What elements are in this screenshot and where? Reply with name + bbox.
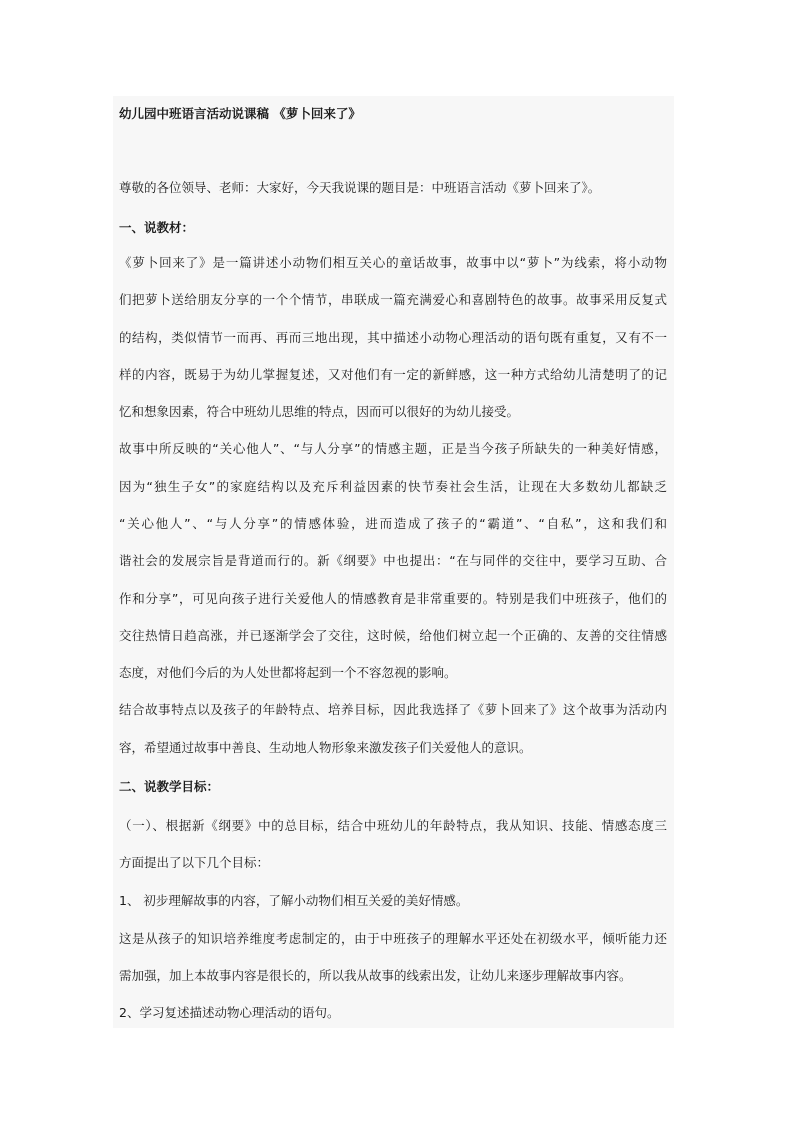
paragraph-line: 《萝卜回来了》是一篇讲述小动物们相互关心的童话故事，故事中以“萝卜”为线索，将小动物 — [119, 255, 667, 270]
paragraph-line: 作和分享”，可见向孩子进行关爱他人的情感教育是非常重要的。特别是我们中班孩子，他们的 — [119, 591, 667, 606]
paragraph-line: （一）、根据新《纲要》中的总目标，结合中班幼儿的年龄特点，我从知识、技能、情感态度三 — [119, 818, 667, 833]
paragraph-line: 因为“独生子女”的家庭结构以及充斥利益因素的快节奏社会生活，让现在大多数幼儿都缺乏 — [119, 479, 667, 494]
paragraph-line: 样的内容，既易于为幼儿掌握复述，又对他们有一定的新鲜感，这一种方式给幼儿清楚明了的记 — [119, 367, 667, 382]
paragraph-line: 容，希望通过故事中善良、生动地人物形象来激发孩子们关爱他人的意识。 — [119, 740, 532, 755]
goal-item-2: 2、学习复述描述动物心理活动的语句。 — [119, 1005, 340, 1020]
paragraph-line: “关心他人”、“与人分享”的情感体验，进而造成了孩子的“霸道”、“自私”，这和我们和 — [119, 516, 667, 531]
goal-item-1: 1、 初步理解故事的内容，了解小动物们相互关爱的美好情感。 — [119, 893, 469, 908]
paragraph-line: 故事中所反映的“关心他人”、“与人分享”的情感主题，正是当今孩子所缺失的一种美好情感， — [119, 441, 667, 456]
paragraph-line: 谐社会的发展宗旨是背道而行的。新《纲要》中也提出：“在与同伴的交往中，要学习互助、合 — [119, 553, 667, 568]
document-title: 幼儿园中班语言活动说课稿 《萝卜回来了》 — [119, 106, 361, 121]
paragraph-line: 这是从孩子的知识培养维度考虑制定的，由于中班孩子的理解水平还处在初级水平，倾听能力还 — [119, 931, 667, 946]
paragraph-line: 的结构，类似情节一而再、再而三地出现，其中描述小动物心理活动的语句既有重复，又有不一 — [119, 330, 667, 345]
paragraph-line: 需加强，加上本故事内容是很长的，所以我从故事的线索出发，让幼儿来逐步理解故事内容。 — [119, 968, 632, 983]
paragraph-line: 态度，对他们今后的为人处世都将起到一个不容忽视的影响。 — [119, 665, 457, 680]
section-heading-teaching-goals: 二、说教学目标： — [119, 779, 220, 794]
paragraph-line: 忆和想象因素，符合中班幼儿思维的特点，因而可以很好的为幼儿接受。 — [119, 404, 520, 419]
greeting-paragraph: 尊敬的各位领导、老师：大家好，今天我说课的题目是：中班语言活动《萝卜回来了》。 — [119, 180, 601, 195]
section-heading-teaching-material: 一、说教材： — [119, 220, 195, 235]
document-body — [113, 96, 674, 1028]
paragraph-line: 方面提出了以下几个目标： — [119, 855, 270, 870]
paragraph-line: 结合故事特点以及孩子的年龄特点、培养目标，因此我选择了《萝卜回来了》这个故事为活动内 — [119, 702, 667, 717]
paragraph-line: 交往热情日趋高涨，并已逐渐学会了交往，这时候，给他们树立起一个正确的、友善的交往情感 — [119, 628, 667, 643]
paragraph-line: 们把萝卜送给朋友分享的一个个情节，串联成一篇充满爱心和喜剧特色的故事。故事采用反复式 — [119, 292, 667, 307]
